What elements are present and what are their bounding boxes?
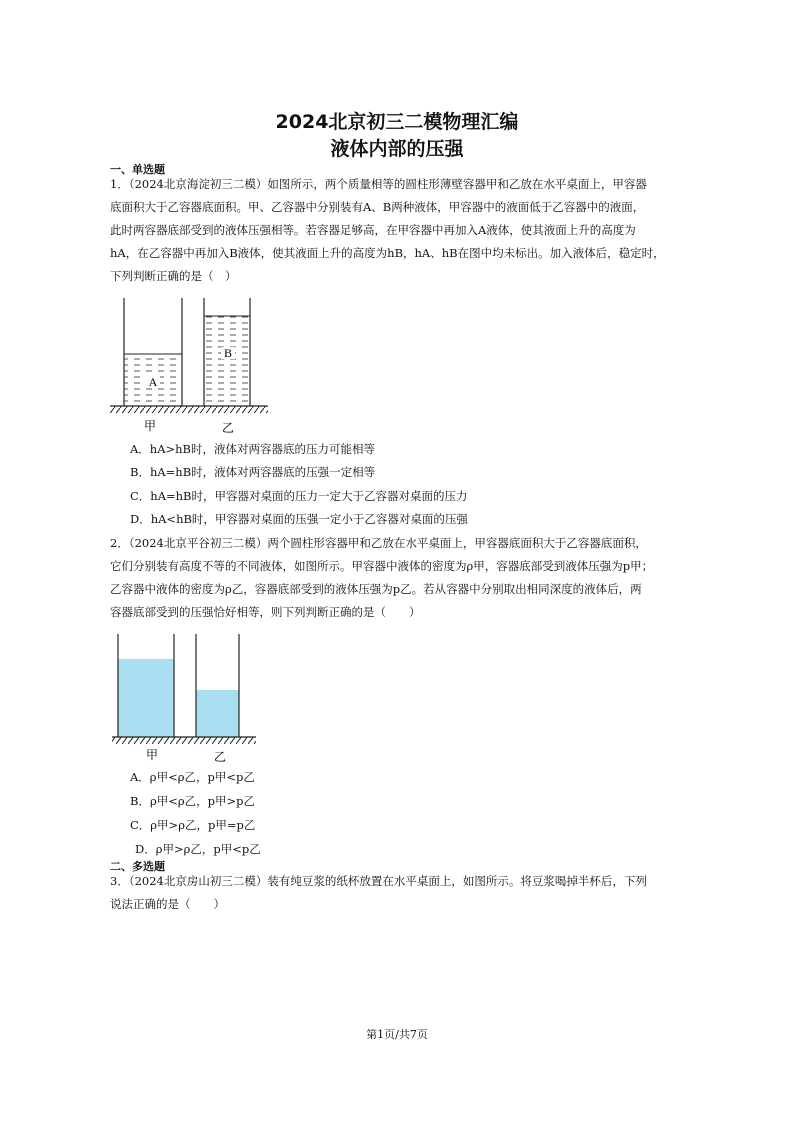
question-2-line: 容器底部受到的压强恰好相等，则下列判断正确的是（ ） bbox=[110, 605, 421, 619]
question-2-line: 乙容器中液体的密度为ρ乙，容器底部受到的液体压强为p乙。若从容器中分别取出相同深度的液体后，两 bbox=[110, 582, 642, 596]
liquid-yi bbox=[196, 690, 239, 737]
question-2-line: 它们分别装有高度不等的不同液体，如图所示。甲容器中液体的密度为ρ甲，容器底部受到液体压强为p甲； bbox=[110, 559, 654, 573]
caption-yi: 乙 bbox=[221, 421, 235, 435]
container-yi bbox=[204, 298, 250, 406]
container-yi bbox=[196, 634, 239, 737]
question-2-line: 2．（2024北京平谷初三二模）两个圆柱形容器甲和乙放在水平桌面上，甲容器底面积大于乙容器底面积， bbox=[110, 536, 647, 550]
question-3-line: 3．（2024北京房山初三二模）装有纯豆浆的纸杯放置在水平桌面上，如图所示。将豆浆喝掉半杯后，下列 bbox=[110, 874, 647, 888]
liquid-jia bbox=[118, 659, 174, 737]
document-subtitle: 液体内部的压强 bbox=[330, 138, 464, 160]
liquid-a-label: A bbox=[148, 375, 158, 389]
section-heading-single-choice: 一、单选题 bbox=[110, 163, 165, 176]
question-1-text bbox=[110, 173, 690, 288]
question-1-option-a: A．hA>hB时，液体对两容器底的压力可能相等 bbox=[130, 442, 376, 456]
container-jia bbox=[118, 634, 174, 737]
question-2-option-b: B．ρ甲<ρ乙，p甲>p乙 bbox=[130, 794, 255, 808]
question-2-figure bbox=[110, 632, 260, 764]
question-1-option-d: D．hA<hB时，甲容器对桌面的压强一定小于乙容器对桌面的压强 bbox=[130, 512, 468, 526]
container-jia bbox=[124, 298, 182, 406]
question-2-option-a: A．ρ甲<ρ乙，p甲<p乙 bbox=[130, 770, 255, 784]
question-2-option-d: D．ρ甲>ρ乙，p甲<p乙 bbox=[135, 842, 261, 856]
liquid-b-label: B bbox=[223, 346, 233, 360]
caption-jia: 甲 bbox=[145, 748, 159, 762]
question-1-line: 1．（2024北京海淀初三二模）如图所示，两个质量相等的圆柱形薄壁容器甲和乙放在水平桌面上，甲容器 bbox=[110, 177, 647, 191]
document-title: 2024北京初三二模物理汇编 bbox=[275, 111, 519, 133]
question-1-option-c: C．hA=hB时，甲容器对桌面的压力一定大于乙容器对桌面的压力 bbox=[130, 489, 468, 503]
question-1-option-b: B．hA=hB时，液体对两容器底的压强一定相等 bbox=[130, 465, 376, 479]
question-1-line: 底面积大于乙容器底面积。甲、乙容器中分别装有A、B两种液体，甲容器中的液面低于乙容器中的液面， bbox=[110, 200, 645, 214]
question-2-text bbox=[110, 532, 690, 624]
ground bbox=[112, 737, 256, 744]
question-3-line: 说法正确的是（ ） bbox=[110, 897, 225, 911]
question-1-line: 此时两容器底部受到的液体压强相等。若容器足够高，在甲容器中再加入A液体，使其液面上升的高度为 bbox=[110, 223, 636, 237]
page-footer: 第1页/共7页 bbox=[366, 1028, 428, 1041]
question-2-option-c: C．ρ甲>ρ乙，p甲=p乙 bbox=[130, 818, 256, 832]
question-1-line: hA，在乙容器中再加入B液体，使其液面上升的高度为hB，hA、hB在图中均未标出。加入液体后，稳定时， bbox=[110, 246, 665, 260]
ground bbox=[110, 406, 268, 413]
caption-jia: 甲 bbox=[143, 419, 157, 433]
question-3-text bbox=[110, 870, 690, 916]
section-heading-multiple-choice: 二、多选题 bbox=[110, 860, 165, 873]
caption-yi: 乙 bbox=[213, 750, 227, 764]
question-1-figure bbox=[108, 296, 278, 436]
question-1-line: 下列判断正确的是（ ） bbox=[110, 269, 237, 283]
